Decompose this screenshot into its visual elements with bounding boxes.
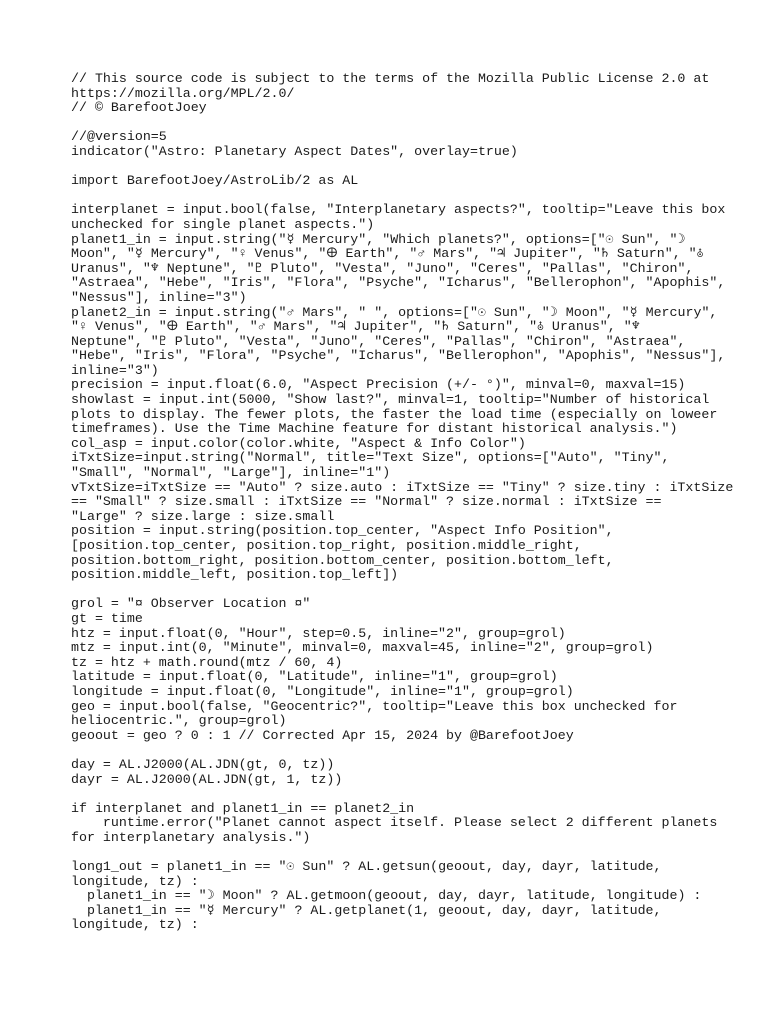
code-line: planet1_in = input.string("☿ Mercury", "Which planets?", options=["☉ Sun", "☽	[71, 231, 686, 247]
code-line	[71, 743, 708, 758]
code-line	[71, 116, 708, 131]
code-line: longitude, tz) :	[71, 917, 199, 933]
code-line: import BarefootJoey/AstroLib/2 as AL	[71, 173, 359, 189]
code-line: inline="3")	[71, 362, 159, 378]
code-line: Neptune", "♇ Pluto", "Vesta", "Juno", "Ceres", "Pallas", "Chiron", "Astraea",	[71, 333, 686, 349]
code-line: Moon", "☿ Mercury", "♀ Venus", "🜨 Earth", "♂ Mars", "♃ Jupiter", "♄ Saturn", "⛢	[71, 246, 704, 262]
code-line: "Large" ? size.large : size.small	[71, 508, 335, 524]
code-line: plots to display. The fewer plots, the faster the load time (especially on loweer	[71, 406, 718, 422]
code-line: vTxtSize=iTxtSize == "Auto" ? size.auto : iTxtSize == "Tiny" ? size.tiny : iTxtSize	[71, 479, 734, 495]
code-line: longitude = input.float(0, "Longitude", inline="1", group=grol)	[71, 683, 574, 699]
code-line: "Small", "Normal", "Large"], inline="1")	[71, 465, 391, 481]
code-line: planet1_in == "☽ Moon" ? AL.getmoon(geoout, day, dayr, latitude, longitude) :	[71, 888, 702, 904]
code-line: [position.top_center, position.top_right, position.middle_right,	[71, 538, 582, 553]
source-code-block	[71, 71, 734, 933]
code-line: geoout = geo ? 0 : 1 // Corrected Apr 15, 2024 by @BarefootJoey	[71, 727, 574, 743]
code-line: planet1_in == "☿ Mercury" ? AL.getplanet(1, geoout, day, dayr, latitude,	[71, 902, 662, 918]
code-line: precision = input.float(6.0, "Aspect Precision (+/- °)", minval=0, maxval=15)	[71, 377, 686, 393]
code-line: unchecked for single planet aspects.")	[71, 216, 375, 232]
code-line	[71, 583, 708, 598]
code-line	[71, 189, 708, 204]
code-line: // This source code is subject to the terms of the Mozilla Public License 2.0 at	[71, 71, 710, 86]
code-line: tz = htz + math.round(mtz / 60, 4)	[71, 654, 343, 670]
code-line: longitude, tz) :	[71, 873, 199, 889]
code-line: dayr = AL.J2000(AL.JDN(gt, 1, tz))	[71, 771, 343, 787]
code-line: "Astraea", "Hebe", "Iris", "Flora", "Psyche", "Icharus", "Bellerophon", "Apophis",	[71, 275, 726, 291]
code-line: "Nessus"], inline="3")	[71, 289, 247, 305]
code-line: position.bottom_right, position.bottom_center, position.bottom_left,	[71, 552, 614, 568]
code-line: for interplanetary analysis.")	[71, 829, 311, 845]
code-line	[71, 160, 708, 175]
code-line: //@version=5	[71, 129, 167, 145]
code-line: planet2_in = input.string("♂ Mars", " ", options=["☉ Sun", "☽ Moon", "☿ Mercury",	[71, 304, 718, 320]
code-line: Uranus", "♆ Neptune", "♇ Pluto", "Vesta", "Juno", "Ceres", "Pallas", "Chiron",	[71, 260, 694, 276]
code-line: if interplanet and planet1_in == planet2_in	[71, 800, 415, 816]
code-line: "♀ Venus", "🜨 Earth", "♂ Mars", "♃ Jupiter", "♄ Saturn", "⛢ Uranus", "♆	[71, 319, 640, 335]
code-line: position.middle_left, position.top_left])	[71, 567, 399, 583]
code-line: day = AL.J2000(AL.JDN(gt, 0, tz))	[71, 756, 335, 772]
code-line: position = input.string(position.top_center, "Aspect Info Position",	[71, 523, 614, 539]
code-line: geo = input.bool(false, "Geocentric?", tooltip="Leave this box unchecked for	[71, 698, 678, 714]
code-line: showlast = input.int(5000, "Show last?", minval=1, tooltip="Number of historical	[71, 392, 710, 408]
code-line: long1_out = planet1_in == "☉ Sun" ? AL.getsun(geoout, day, dayr, latitude,	[71, 859, 662, 875]
code-line: runtime.error("Planet cannot aspect itself. Please select 2 different planets	[71, 815, 718, 831]
code-line	[71, 787, 708, 802]
code-line: // © BarefootJoey	[71, 100, 207, 116]
code-line	[71, 845, 708, 860]
code-line: col_asp = input.color(color.white, "Aspect & Info Color")	[71, 435, 526, 451]
code-line: htz = input.float(0, "Hour", step=0.5, inline="2", group=grol)	[71, 625, 566, 641]
code-line: iTxtSize=input.string("Normal", title="Text Size", options=["Auto", "Tiny",	[71, 450, 670, 466]
code-line: interplanet = input.bool(false, "Interplanetary aspects?", tooltip="Leave this box	[71, 202, 726, 218]
code-line: == "Small" ? size.small : iTxtSize == "Normal" ? size.normal : iTxtSize ==	[71, 494, 662, 510]
code-line: timeframes). Use the Time Machine feature for distant historical analysis.")	[71, 421, 678, 437]
code-line: https://mozilla.org/MPL/2.0/	[71, 85, 295, 101]
code-line: mtz = input.int(0, "Minute", minval=0, maxval=45, inline="2", group=grol)	[71, 640, 654, 656]
code-line: grol = "¤ Observer Location ¤"	[71, 596, 311, 612]
code-line: "Hebe", "Iris", "Flora", "Psyche", "Icharus", "Bellerophon", "Apophis", "Nessus"],	[71, 348, 726, 364]
code-line: indicator("Astro: Planetary Aspect Dates", overlay=true)	[71, 143, 518, 159]
code-line: gt = time	[71, 610, 143, 626]
code-line: heliocentric.", group=grol)	[71, 713, 287, 729]
code-line: latitude = input.float(0, "Latitude", inline="1", group=grol)	[71, 669, 558, 685]
